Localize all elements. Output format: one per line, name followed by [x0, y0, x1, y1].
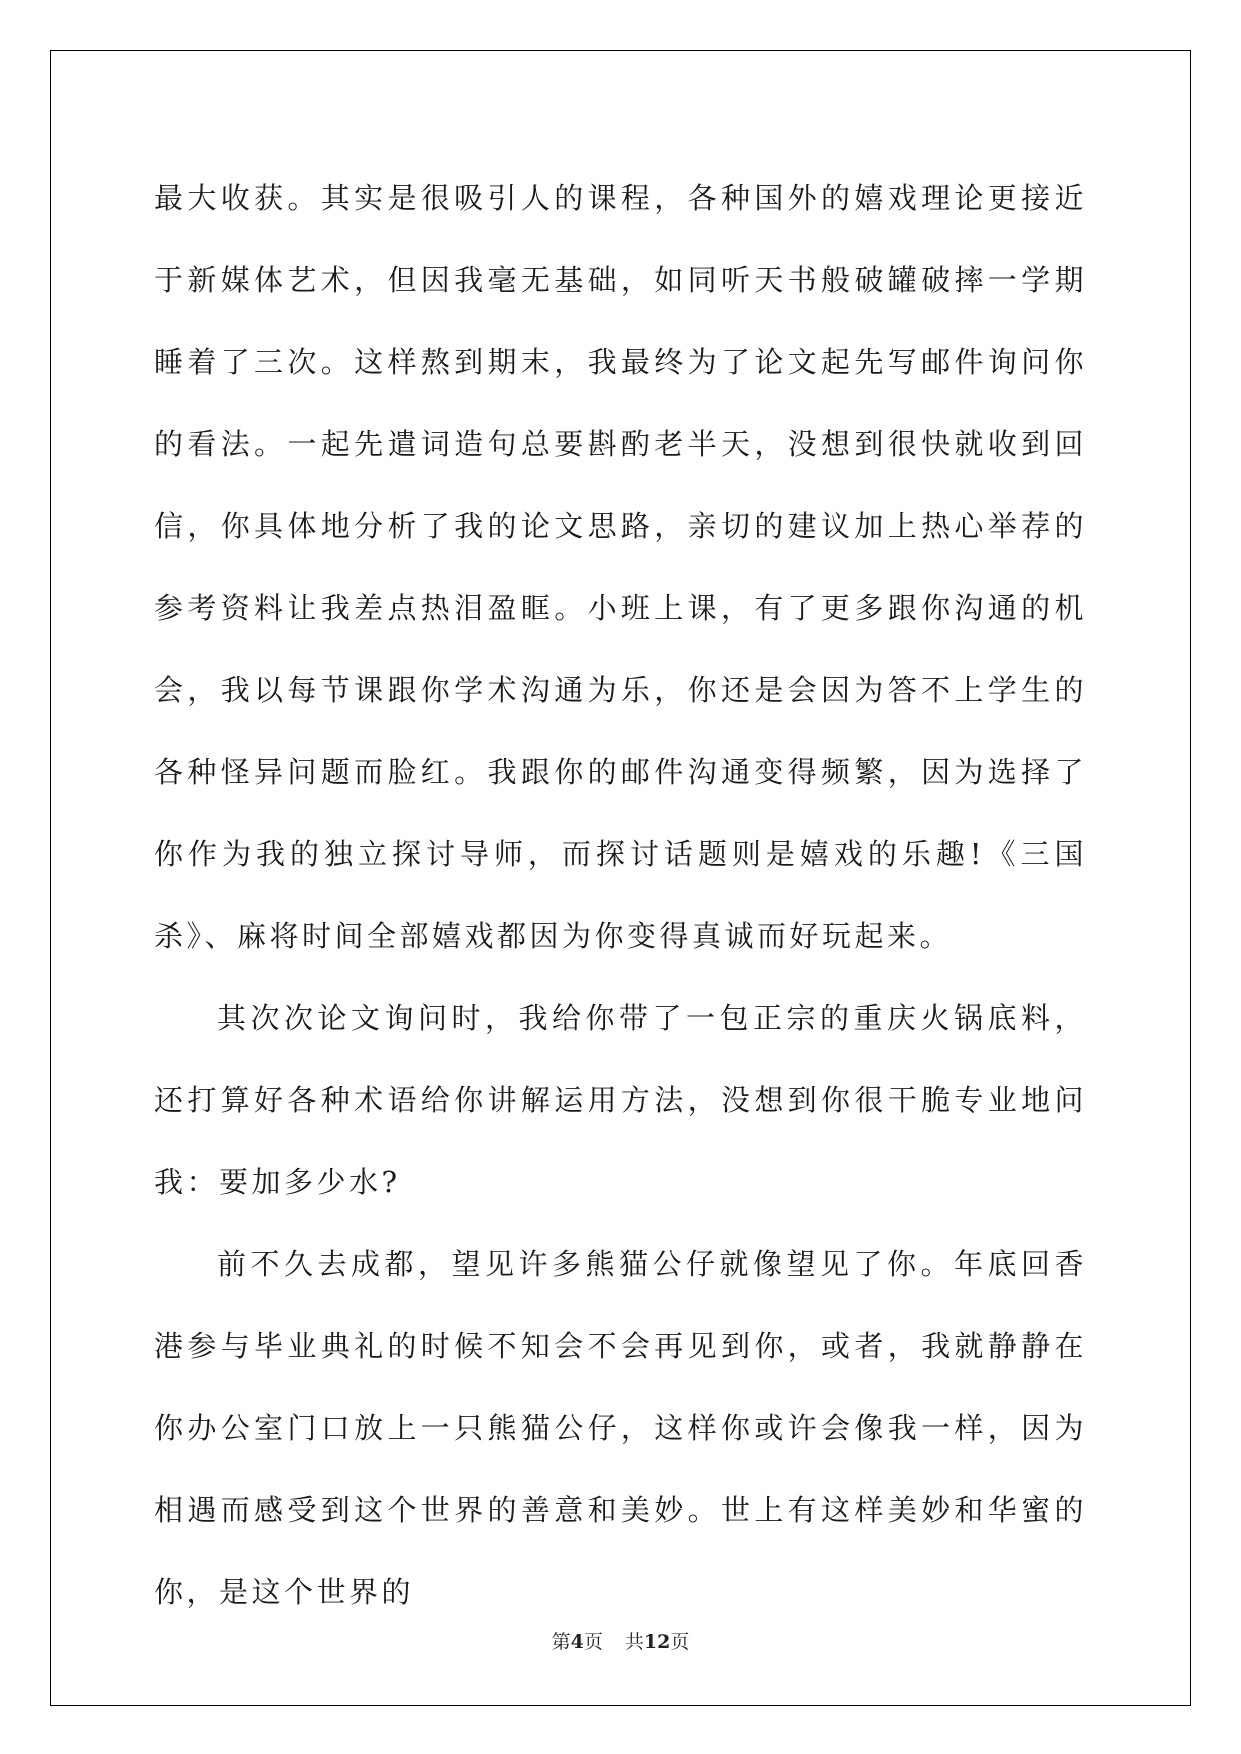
- document-body: [154, 157, 1087, 1633]
- page-footer: [0, 1630, 1241, 1654]
- page-suffix: 页: [583, 1631, 603, 1653]
- total-prefix: 共: [624, 1631, 644, 1653]
- total-suffix: 页: [670, 1631, 690, 1653]
- page-prefix: 第: [551, 1631, 571, 1653]
- page-number: 4: [570, 1631, 584, 1653]
- paragraph-1: 最大收获。其实是很吸引人的课程，各种国外的嬉戏理论更接近于新媒体艺术，但因我毫无基础，如同听天书般破罐破摔一学期睡着了三次。这样熬到期末，我最终为了论文起先写邮件询问你的看法。一起先遣词造句总要斟酌老半天，没想到很快就收到回信，你具体地分析了我的论文思路，亲切的建议加上热心举荐的参考资料让我差点热泪盈眶。小班上课，有了更多跟你沟通的机会，我以每节课跟你学术沟通为乐，你还是会因为答不上学生的各种怪异问题而脸红。我跟你的邮件沟通变得频繁，因为选择了你作为我的独立探讨导师，而探讨话题则是嬉戏的乐趣!《三国杀》、麻将时间全部嬉戏都因为你变得真诚而好玩起来。: [154, 181, 1087, 953]
- total-pages: 12: [643, 1631, 671, 1653]
- paragraph-3: 前不久去成都，望见许多熊猫公仔就像望见了你。年底回香港参与毕业典礼的时候不知会不会再见到你，或者，我就静静在你办公室门口放上一只熊猫公仔，这样你或许会像我一样，因为相遇而感受到这个世界的善意和美妙。世上有这样美妙和华蜜的你，是这个世界的: [154, 1247, 1087, 1609]
- paragraph-2: 其次次论文询问时，我给你带了一包正宗的重庆火锅底料，还打算好各种术语给你讲解运用方法，没想到你很干脆专业地问我：要加多少水?: [154, 1001, 1087, 1199]
